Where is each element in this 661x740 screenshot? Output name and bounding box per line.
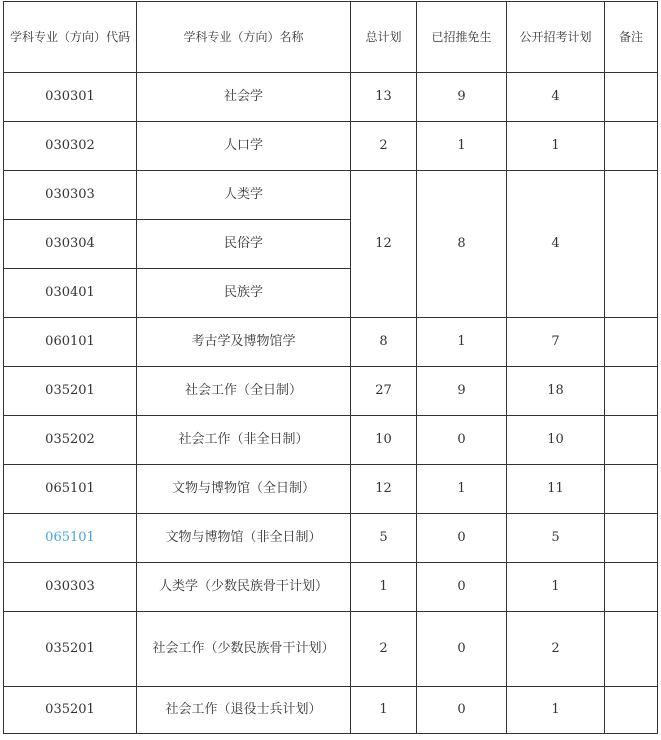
table-header-row <box>4 2 658 73</box>
header-total: 总计划 <box>351 2 417 73</box>
exempt-cell: 0 <box>417 687 507 734</box>
code-cell: 065101 <box>4 465 137 514</box>
exempt-cell: 1 <box>417 318 507 367</box>
name-cell: 民俗学 <box>137 220 351 269</box>
code-cell: 030303 <box>4 171 137 220</box>
table-row <box>4 514 658 563</box>
code-cell: 030401 <box>4 269 137 318</box>
name-cell: 考古学及博物馆学 <box>137 318 351 367</box>
code-cell: 060101 <box>4 318 137 367</box>
table-row <box>4 171 658 220</box>
remark-cell <box>605 367 658 416</box>
name-cell: 社会工作（退役士兵计划） <box>137 687 351 734</box>
public-cell: 18 <box>507 367 605 416</box>
header-name: 学科专业（方向）名称 <box>137 2 351 73</box>
code-cell: 030301 <box>4 73 137 122</box>
public-cell: 2 <box>507 612 605 687</box>
public-cell: 7 <box>507 318 605 367</box>
total-cell: 5 <box>351 514 417 563</box>
total-cell: 27 <box>351 367 417 416</box>
header-public: 公开招考计划 <box>507 2 605 73</box>
name-cell: 文物与博物馆（全日制） <box>137 465 351 514</box>
name-cell: 人类学（少数民族骨干计划） <box>137 563 351 612</box>
exempt-cell-merged: 8 <box>417 171 507 318</box>
total-cell: 1 <box>351 563 417 612</box>
table-row <box>4 563 658 612</box>
exempt-cell: 0 <box>417 563 507 612</box>
total-cell: 1 <box>351 687 417 734</box>
code-cell: 030303 <box>4 563 137 612</box>
remark-cell <box>605 514 658 563</box>
code-cell-link[interactable]: 065101 <box>4 514 137 563</box>
header-code: 学科专业（方向）代码 <box>4 2 137 73</box>
exempt-cell: 9 <box>417 367 507 416</box>
header-remark: 备注 <box>605 2 658 73</box>
remark-cell-merged <box>605 171 658 318</box>
code-cell: 035202 <box>4 416 137 465</box>
total-cell: 2 <box>351 122 417 171</box>
table-row <box>4 318 658 367</box>
total-cell: 12 <box>351 465 417 514</box>
code-cell: 035201 <box>4 612 137 687</box>
public-cell: 4 <box>507 73 605 122</box>
total-cell-merged: 12 <box>351 171 417 318</box>
name-cell: 社会工作（全日制） <box>137 367 351 416</box>
table-row <box>4 122 658 171</box>
admissions-plan-table <box>3 1 658 734</box>
table-row <box>4 73 658 122</box>
total-cell: 8 <box>351 318 417 367</box>
exempt-cell: 9 <box>417 73 507 122</box>
exempt-cell: 1 <box>417 465 507 514</box>
public-cell: 11 <box>507 465 605 514</box>
exempt-cell: 0 <box>417 416 507 465</box>
remark-cell <box>605 687 658 734</box>
public-cell: 10 <box>507 416 605 465</box>
remark-cell <box>605 318 658 367</box>
name-cell: 社会工作（非全日制） <box>137 416 351 465</box>
table-row <box>4 465 658 514</box>
public-cell-merged: 4 <box>507 171 605 318</box>
total-cell: 10 <box>351 416 417 465</box>
remark-cell <box>605 416 658 465</box>
name-cell: 人口学 <box>137 122 351 171</box>
code-cell: 035201 <box>4 367 137 416</box>
exempt-cell: 0 <box>417 514 507 563</box>
table-row <box>4 687 658 734</box>
code-cell: 030304 <box>4 220 137 269</box>
public-cell: 1 <box>507 563 605 612</box>
total-cell: 2 <box>351 612 417 687</box>
code-cell: 030302 <box>4 122 137 171</box>
remark-cell <box>605 465 658 514</box>
public-cell: 5 <box>507 514 605 563</box>
table-row <box>4 416 658 465</box>
name-cell: 人类学 <box>137 171 351 220</box>
header-exempt: 已招推免生 <box>417 2 507 73</box>
name-cell: 民族学 <box>137 269 351 318</box>
code-cell: 035201 <box>4 687 137 734</box>
remark-cell <box>605 73 658 122</box>
public-cell: 1 <box>507 122 605 171</box>
name-cell: 社会工作（少数民族骨干计划） <box>137 612 351 687</box>
exempt-cell: 0 <box>417 612 507 687</box>
table-row <box>4 612 658 687</box>
table-row <box>4 367 658 416</box>
remark-cell <box>605 122 658 171</box>
exempt-cell: 1 <box>417 122 507 171</box>
remark-cell <box>605 612 658 687</box>
name-cell: 文物与博物馆（非全日制） <box>137 514 351 563</box>
total-cell: 13 <box>351 73 417 122</box>
public-cell: 1 <box>507 687 605 734</box>
remark-cell <box>605 563 658 612</box>
name-cell: 社会学 <box>137 73 351 122</box>
